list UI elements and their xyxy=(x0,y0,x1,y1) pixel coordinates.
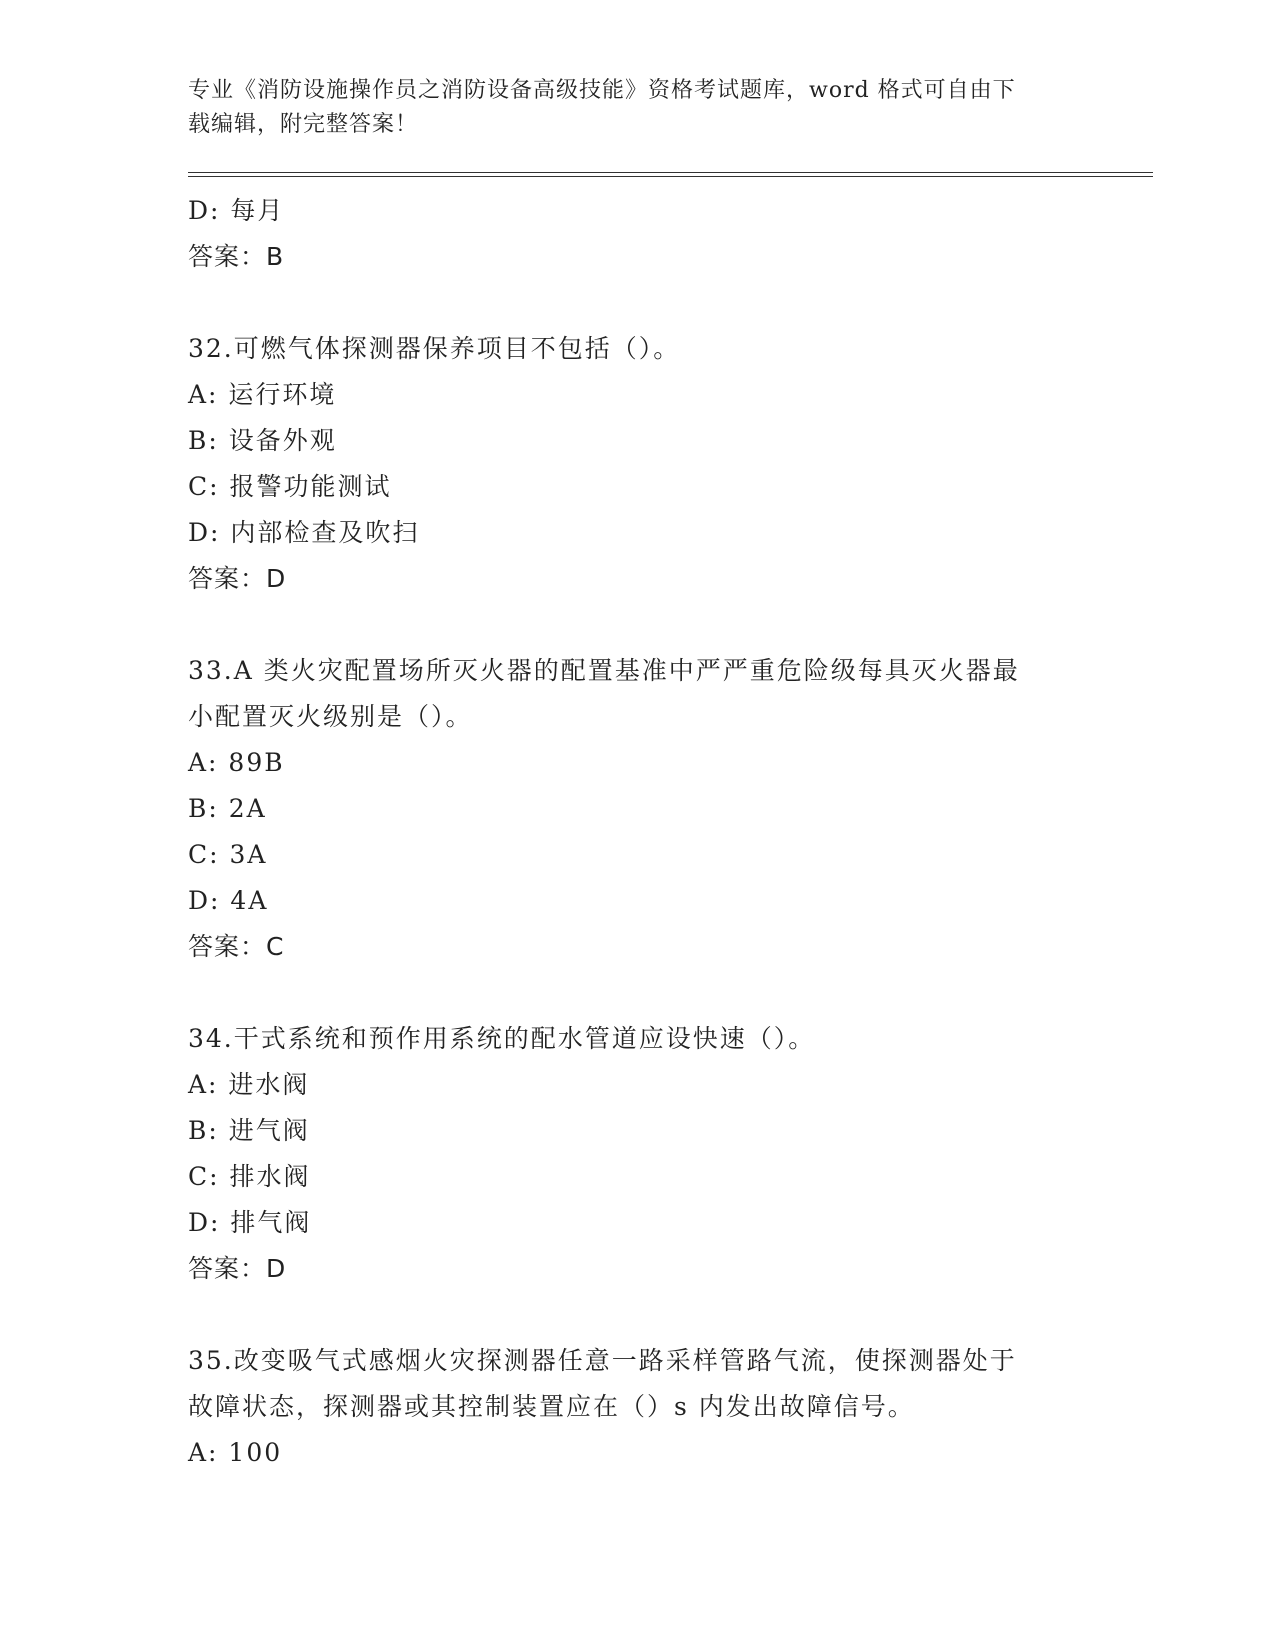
question-stem-line-1: 35.改变吸气式感烟火灾探测器任意一路采样管路气流，使探测器处于 xyxy=(188,1346,1017,1375)
question-35 xyxy=(188,1338,1088,1476)
spacer xyxy=(188,1292,1088,1338)
option-c: C: 3A xyxy=(188,840,268,869)
answer: 答案：C xyxy=(188,932,285,961)
option-b: B: 设备外观 xyxy=(188,426,337,455)
question-stem: 34.干式系统和预作用系统的配水管道应设快速（）。 xyxy=(188,1024,816,1053)
option-d: D: 4A xyxy=(188,886,269,915)
question-stem: 32.可燃气体探测器保养项目不包括（）。 xyxy=(188,334,681,363)
question-stem-line-1: 33.A 类火灾配置场所灭火器的配置基准中严严重危险级每具灭火器最 xyxy=(188,656,1020,685)
option-a: A: 运行环境 xyxy=(188,380,337,409)
question-34 xyxy=(188,1016,1088,1292)
document-header xyxy=(188,74,1068,142)
question-list xyxy=(188,188,1088,1476)
answer: 答案：D xyxy=(188,1254,287,1283)
option-b: B: 进气阀 xyxy=(188,1116,310,1145)
question-stem-line-2: 小配置灭火级别是（）。 xyxy=(188,702,473,731)
option-a: A: 89B xyxy=(188,748,285,777)
option-d: D: 排气阀 xyxy=(188,1208,312,1237)
question-33 xyxy=(188,648,1088,970)
prev-option-d: D: 每月 xyxy=(188,196,285,225)
spacer xyxy=(188,280,1088,326)
spacer xyxy=(188,970,1088,1016)
option-c: C: 报警功能测试 xyxy=(188,472,392,501)
header-divider-bottom xyxy=(188,176,1153,177)
prev-answer: 答案：B xyxy=(188,242,285,271)
question-stem-line-2: 故障状态，探测器或其控制装置应在（）s 内发出故障信号。 xyxy=(188,1392,915,1421)
header-line-1: 专业《消防设施操作员之消防设备高级技能》资格考试题库，word 格式可自由下 xyxy=(188,78,1016,103)
option-b: B: 2A xyxy=(188,794,267,823)
answer: 答案：D xyxy=(188,564,287,593)
header-divider-top xyxy=(188,172,1153,173)
question-32 xyxy=(188,326,1088,602)
option-a: A: 进水阀 xyxy=(188,1070,310,1099)
spacer xyxy=(188,602,1088,648)
header-line-2: 载编辑，附完整答案！ xyxy=(188,112,419,137)
option-d: D: 内部检查及吹扫 xyxy=(188,518,420,547)
option-c: C: 排水阀 xyxy=(188,1162,311,1191)
option-a: A: 100 xyxy=(188,1438,283,1467)
